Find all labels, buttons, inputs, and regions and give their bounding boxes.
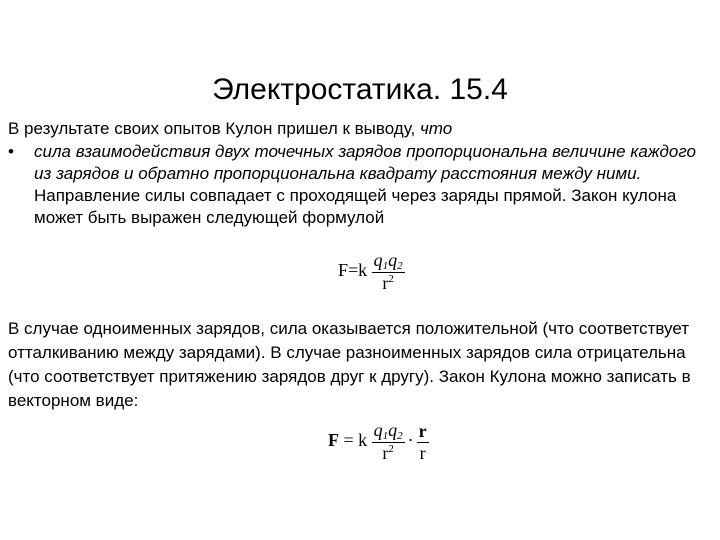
slide-title: Электростатика. 15.4 xyxy=(212,73,508,106)
intro-italic: что xyxy=(419,119,453,138)
formula1-fraction xyxy=(372,250,405,294)
bullet-italic: сила взаимодействия двух точечных зарядов пропорциональна величине каждого из зарядов и обратно пропорциональна квадрату расстояния между ними. xyxy=(34,142,697,183)
formula1-r: r xyxy=(382,273,389,293)
paragraph-vector-form: В случае одноименных зарядов, сила оказывается положительной (что соответствует отталкиванию между зарядами). В случае разноименных зарядов сила отрицательна (что соответствует притяжению зарядов друг к другу). Закон Кулона можно записать в векторном виде: xyxy=(8,319,691,410)
formula1-r-exp: 2 xyxy=(388,273,394,285)
formula2-eq: = k xyxy=(339,430,368,451)
formula1-q2-sub: 2 xyxy=(397,260,403,272)
coulomb-formula-vector xyxy=(328,420,429,464)
formula2-q1-sub: 1 xyxy=(382,430,389,442)
bullet-icon: • xyxy=(8,142,14,161)
formula2-r: r xyxy=(382,443,389,463)
formula1-q1-sub: 1 xyxy=(382,260,389,272)
formula1-denominator xyxy=(372,273,405,294)
formula2-dot: · xyxy=(407,430,414,451)
formula2-numerator xyxy=(372,420,405,443)
formula1-numerator xyxy=(372,250,405,273)
bullet-plain: Направление силы совпадает с проходящей через заряды прямой. Закон кулона может быть выражен следующей формулой xyxy=(34,186,677,227)
formula2-fraction xyxy=(372,420,405,464)
bullet-item xyxy=(8,141,708,229)
formula2-q2: q xyxy=(388,420,398,440)
intro-text xyxy=(8,118,708,140)
formula2-vec-denominator: r xyxy=(419,442,426,463)
formula2-vec-numerator: r xyxy=(418,420,427,441)
intro-plain: В результате своих опытов Кулон пришел к выводу, xyxy=(8,119,420,138)
formula2-unit-vector xyxy=(417,421,429,464)
bullet-text xyxy=(34,141,698,229)
formula2-force-vector: F xyxy=(328,430,339,451)
formula1-lhs: F=k xyxy=(338,260,368,281)
formula2-q2-sub: 2 xyxy=(397,430,403,442)
formula2-denominator xyxy=(372,443,405,464)
formula1-q1: q xyxy=(373,250,383,270)
formula1-q2: q xyxy=(388,250,398,270)
formula2-q1: q xyxy=(373,420,383,440)
coulomb-formula-scalar xyxy=(338,250,405,294)
formula2-r-exp: 2 xyxy=(388,443,394,455)
